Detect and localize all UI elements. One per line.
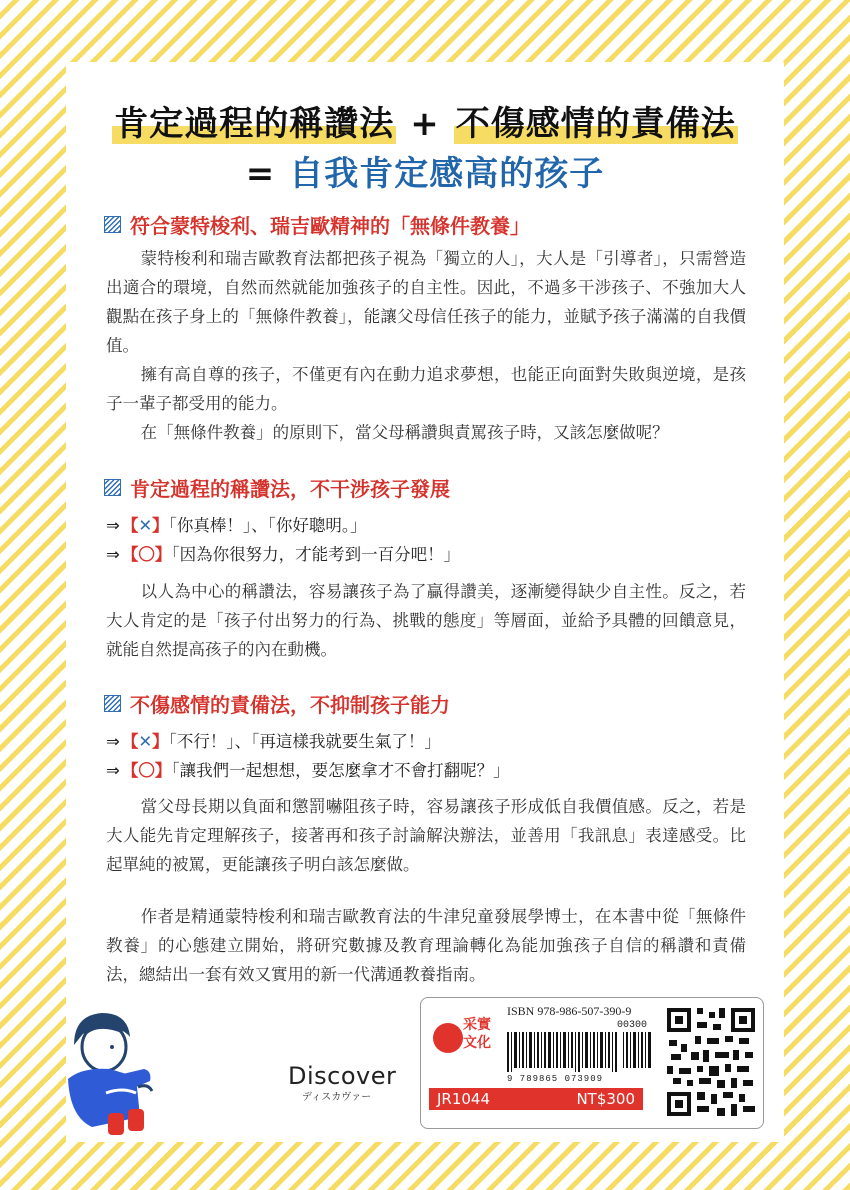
isbn-text: ISBN 978-986-507-390-9 — [507, 1004, 632, 1018]
paragraph: 當父母長期以負面和懲罰嚇阻孩子時，容易讓孩子形成低自我價值感。反之，若是大人能先肯定理解孩子，接著再和孩子討論解決辦法，並善用「我訊息」表達感受。比起單純的被罵，更能讓孩子明白該怎麼做。 — [106, 797, 746, 874]
price-code: 00300 — [617, 1020, 648, 1031]
barcode-number: 9 789865 073909 — [507, 1074, 604, 1084]
product-code: JR1044 — [437, 1090, 491, 1108]
section-heading-text: 符合蒙特梭利、瑞吉歐精神的「無條件教養」 — [130, 214, 530, 238]
section-heading-text: 不傷感情的責備法，不抑制孩子能力 — [130, 693, 450, 717]
title-line-1 — [66, 96, 784, 145]
sitting-child-illustration — [52, 997, 162, 1147]
barcode-icon — [507, 1032, 657, 1072]
section-2-body — [106, 577, 746, 664]
qr-code-icon — [667, 1008, 755, 1116]
imprint-logo-text: 采實 文化 — [463, 1017, 491, 1051]
section-heading-1 — [104, 210, 530, 239]
cross-icon: ✕ — [138, 516, 153, 535]
publisher-name: Discover — [288, 1062, 397, 1090]
paragraph: 作者是精通蒙特梭利和瑞吉歐教育法的牛津兒童發展學博士，在本書中從「無條件教養」的心態建立開始，將研究數據及教育理論轉化為能加強孩子自信的稱讚和責備法，總結出一套有效又實用的新一代溝通教養指南。 — [106, 907, 746, 984]
example-bad-praise: ⇒ 【✕】「你真棒！」、「你好聰明。」 — [106, 516, 367, 535]
example-good-praise: ⇒ 【〇】「因為你很努力，才能考到一百分吧！」 — [106, 545, 461, 564]
back-cover — [66, 62, 784, 1142]
title-praise: 肯定過程的稱讚法 — [114, 104, 395, 144]
paragraph: 蒙特梭利和瑞吉歐教育法都把孩子視為「獨立的人」，大人是「引導者」，只需營造出適合的環境，自然而然就能加強孩子的自主性。因此，不過多干涉孩子、不強加大人觀點在孩子身上的「無條件教養」，能讓父母信任孩子的能力，並賦予孩子滿滿的自我價值。 — [106, 249, 746, 355]
section-3-body — [106, 792, 746, 879]
cross-icon: ✕ — [138, 732, 153, 751]
hatch-square-icon — [104, 479, 121, 496]
title-line-2 — [66, 146, 784, 195]
hatch-square-icon — [104, 216, 121, 233]
circle-icon: 〇 — [138, 545, 155, 564]
title-equals: = — [245, 154, 276, 194]
title-result: 自我肯定感高的孩子 — [289, 154, 605, 194]
title-scold: 不傷感情的責備法 — [455, 104, 736, 144]
paragraph: 擁有高自尊的孩子，不僅更有內在動力追求夢想，也能正向面對失敗與逆境，是孩子一輩子都受用的能力。 — [106, 365, 746, 413]
circle-icon: 〇 — [138, 761, 155, 780]
closing-paragraph — [106, 902, 746, 989]
publisher-subtitle: ディスカヴァー — [302, 1092, 372, 1103]
barcode-label — [420, 997, 764, 1129]
paragraph: 以人為中心的稱讚法，容易讓孩子為了贏得讚美，逐漸變得缺少自主性。反之，若大人肯定的是「孩子付出努力的行為、挑戰的態度」等層面，並給予具體的回饋意見，就能自然提高孩子的內在動機。 — [106, 582, 746, 659]
section-heading-3 — [104, 689, 450, 718]
section-heading-2 — [104, 473, 450, 502]
price-bar — [429, 1088, 643, 1110]
section-1-body — [106, 244, 746, 447]
hatch-square-icon — [104, 695, 121, 712]
section-heading-text: 肯定過程的稱讚法，不干涉孩子發展 — [130, 477, 450, 501]
paragraph: 在「無條件教養」的原則下，當父母稱讚與責罵孩子時，又該怎麼做呢？ — [140, 423, 669, 442]
title-plus: + — [410, 104, 440, 144]
example-good-scold: ⇒ 【〇】「讓我們一起想想，要怎麼拿才不會打翻呢？」 — [106, 761, 510, 780]
example-bad-scold: ⇒ 【✕】「不行！」、「再這樣我就要生氣了！」 — [106, 732, 441, 751]
publisher-logo — [288, 1062, 396, 1103]
price: NT$300 — [576, 1090, 635, 1108]
acme-publisher-logo-icon — [433, 1023, 463, 1053]
